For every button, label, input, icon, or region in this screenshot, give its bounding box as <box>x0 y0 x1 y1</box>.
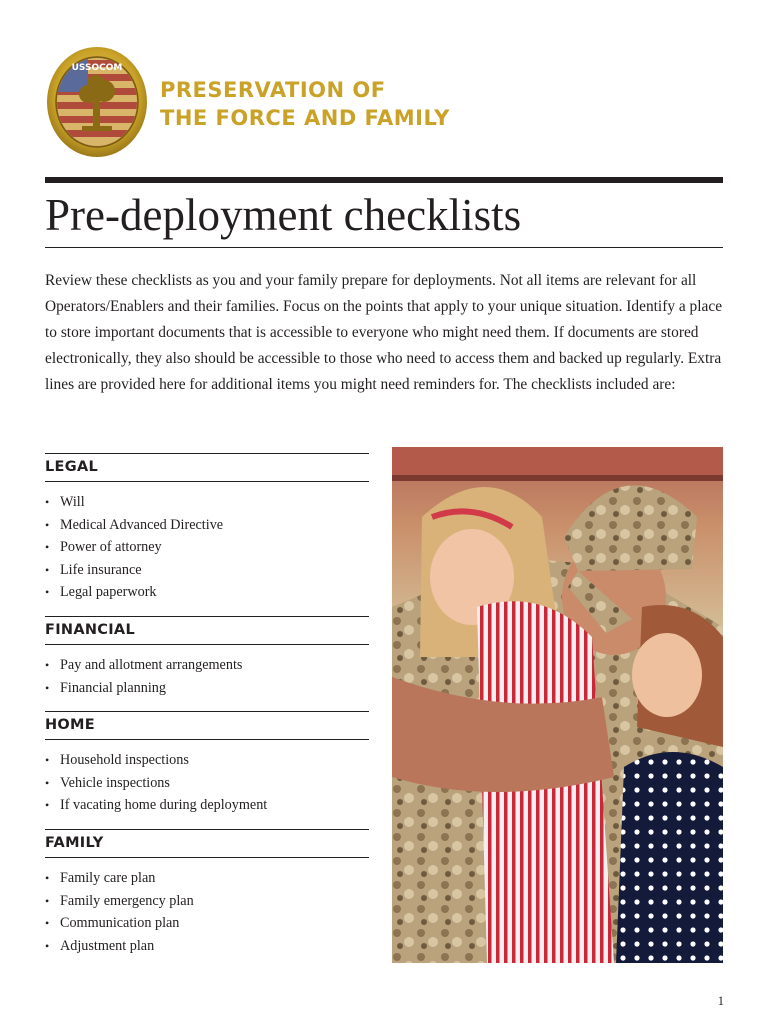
title-divider <box>45 247 723 248</box>
org-name-line-2: THE FORCE AND FAMILY <box>160 106 450 130</box>
section-home <box>45 711 369 829</box>
checklist-sections <box>45 453 369 969</box>
section-family <box>45 829 369 969</box>
list-item: • Power of attorney <box>45 536 369 559</box>
list-item: • Will <box>45 491 369 514</box>
section-legal <box>45 453 369 616</box>
section-financial <box>45 616 369 711</box>
list-item: • Family care plan <box>45 867 369 890</box>
list-item: • Household inspections <box>45 749 369 772</box>
list-item: • Pay and allotment arrangements <box>45 654 369 677</box>
checklist <box>45 482 369 616</box>
checklist <box>45 645 369 711</box>
org-name-line-1: PRESERVATION OF <box>160 78 386 102</box>
list-item: • Medical Advanced Directive <box>45 514 369 537</box>
list-item: • Life insurance <box>45 559 369 582</box>
section-heading: LEGAL <box>45 453 369 482</box>
list-item: • If vacating home during deployment <box>45 794 369 817</box>
checklist <box>45 740 369 829</box>
checklist <box>45 858 369 969</box>
section-heading: FAMILY <box>45 829 369 858</box>
list-item: • Adjustment plan <box>45 935 369 958</box>
header-divider <box>45 177 723 183</box>
ussocom-seal-logo <box>46 46 148 158</box>
list-item: • Vehicle inspections <box>45 772 369 795</box>
page-number: 1 <box>717 994 724 1008</box>
organization-name <box>160 76 450 132</box>
section-heading: HOME <box>45 711 369 740</box>
list-item: • Communication plan <box>45 912 369 935</box>
list-item: • Legal paperwork <box>45 581 369 604</box>
intro-paragraph: Review these checklists as you and your family prepare for deployments. Not all items are relevant for all Operators/Enablers and their families. Focus on the points that apply to your unique situation. Identify a place to store important documents that is accessible to everyone who might need them. If documents are stored electronically, they also should be accessible to those who need to access them and backed up regularly. Extra lines are provided here for additional items you might need reminders for. The checklists included are: <box>45 272 723 393</box>
svg-text:USSOCOM: USSOCOM <box>71 63 123 73</box>
family-reunion-photo <box>392 447 723 963</box>
page-title: Pre-deployment checklists <box>45 190 522 240</box>
list-item: • Family emergency plan <box>45 890 369 913</box>
list-item: • Financial planning <box>45 677 369 700</box>
section-heading: FINANCIAL <box>45 616 369 645</box>
